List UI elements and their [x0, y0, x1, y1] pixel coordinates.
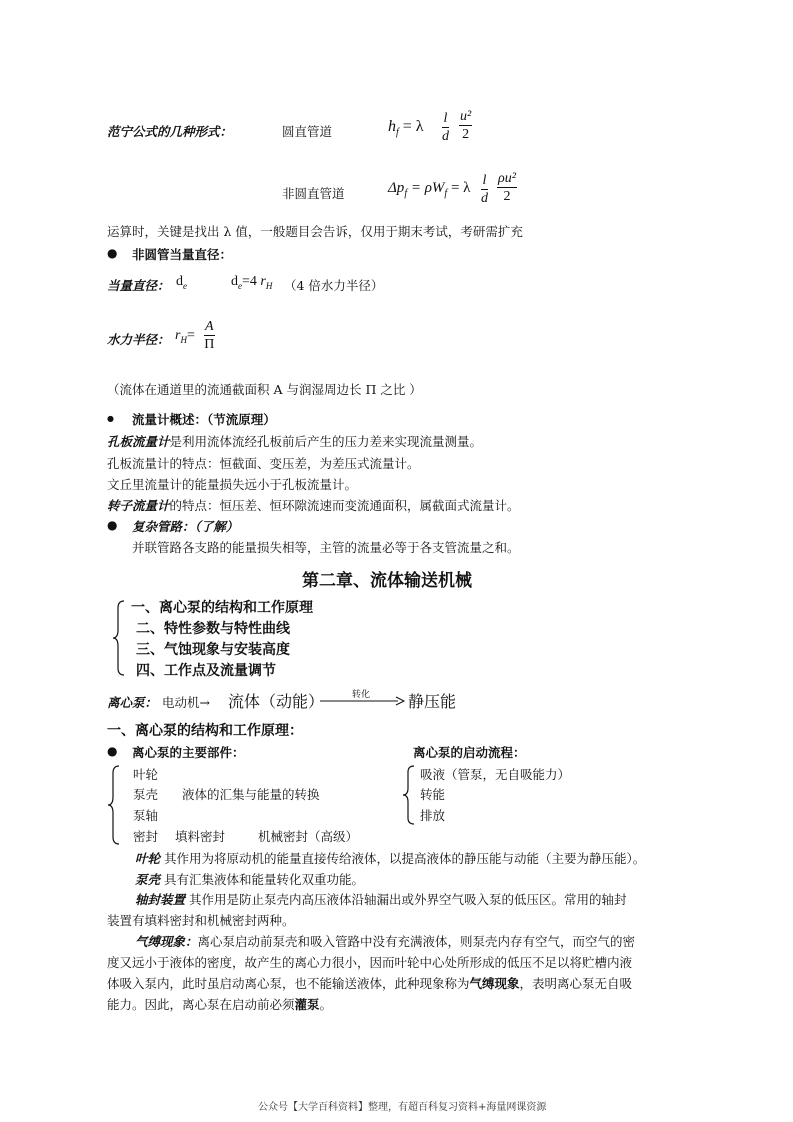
- chapter-brace: [112, 600, 126, 676]
- lambda-note: 运算时，关键是找出 λ 值，一般题目会告诉，仅用于期末考试，考研需扩充: [107, 224, 523, 239]
- part-item: 泵轴: [133, 808, 159, 823]
- start-brace: [402, 765, 416, 825]
- chapter-item: 四、工作点及流量调节: [136, 663, 276, 679]
- shell-desc: 泵壳 具有汇集液体和能量转化双重功能。: [135, 872, 364, 887]
- footer-text: 公众号【大学百科资料】整理，有超百科复习资料+海量网课资源: [258, 1102, 547, 1113]
- airbind-line2: 度又远小于液体的密度，故产生的离心力很小，因而叶轮中心处所形成的低压不足以将贮槽内液: [107, 955, 633, 970]
- flowmeter-line3: 文丘里流量计的能量损失远小于孔板流量计。: [107, 477, 358, 492]
- hydraulic-frac: $\frac{A}{\Pi}$: [204, 319, 215, 352]
- fanning-label: 范宁公式的几种形式：: [107, 124, 233, 139]
- pump-fluid: 流体（动能）: [228, 692, 325, 711]
- formula-hf: $h_f = \lambda$: [388, 118, 424, 139]
- pump-label: 离心泵：: [107, 695, 158, 710]
- chapter-item: 一、离心泵的结构和工作原理: [131, 600, 313, 616]
- equiv-title: 非圆管当量直径：: [132, 247, 233, 262]
- start-item: 转能: [420, 787, 446, 802]
- round-pipe-label: 圆直管道: [282, 124, 333, 139]
- chapter-item: 二、特性参数与特性曲线: [136, 621, 290, 637]
- parts-title: 离心泵的主要部件：: [132, 745, 245, 760]
- flowmeter-title: 流量计概述：（节流原理）: [132, 412, 276, 427]
- hydraulic-label: 水力半径：: [107, 332, 170, 347]
- long-arrow-icon: [320, 695, 406, 707]
- airbind-line3: 体吸入泵内，此时虽启动离心泵，也不能输送液体，此种现象称为气缚现象，表明离心泵无自吸: [107, 976, 633, 991]
- hydraulic-note: （流体在通道里的流通截面积 A 与润湿周边长 Π 之比 ）: [107, 382, 422, 397]
- formula-dp: $\Delta p_f = \rho W_f = \lambda$: [388, 180, 471, 199]
- start-item: 吸液（管泵，无自吸能力）: [420, 767, 571, 782]
- equiv-formula: $d_e=4$ $r_H$: [231, 274, 273, 291]
- complex-title: 复杂管路：（了解）: [132, 519, 239, 534]
- formula-dp-frac2: $\frac{\text{ρu²}}{2}$: [498, 171, 516, 204]
- equiv-note: （4 倍水力半径）: [284, 278, 384, 293]
- flowmeter-line2: 孔板流量计的特点：恒截面、变压差，为差压式流量计。: [107, 456, 420, 471]
- part-item: 泵壳: [133, 787, 159, 802]
- airbind-line4: 能力。因此，离心泵在启动前必须灌泵。: [107, 997, 333, 1012]
- pump-static: 静压能: [408, 692, 457, 711]
- start-item: 排放: [420, 808, 446, 823]
- seal-desc-line1: 轴封装置 其作用是防止泵壳内高压液体沿轴漏出或外界空气吸入泵的低压区。常用的轴封: [135, 892, 627, 907]
- section1-title: 一、离心泵的结构和工作原理：: [107, 723, 303, 739]
- nonround-pipe-label: 非圆直管道: [282, 186, 345, 201]
- chapter-title: 第二章、流体输送机械: [302, 571, 472, 591]
- equiv-symbol: $d_e$: [176, 274, 187, 291]
- formula-hf-frac2: $\frac{\text{u²}}{2}$: [460, 109, 472, 142]
- airbind-line1: 气缚现象：离心泵启动前泵壳和吸入管路中没有充满液体，则泵壳内存有空气，而空气的密: [135, 934, 636, 949]
- seal-desc-line2: 装置有填料密封和机械密封两种。: [107, 913, 295, 928]
- pump-motor: 电动机→: [162, 695, 210, 710]
- formula-hf-frac1: $\frac{l}{d}$: [442, 111, 449, 144]
- chapter-item: 三、气蚀现象与安装高度: [136, 642, 290, 658]
- seal-note1: 填料密封: [175, 829, 226, 844]
- part-item: 叶轮: [133, 767, 159, 782]
- parts-brace: [107, 765, 121, 845]
- shell-note: 液体的汇集与能量的转换: [182, 787, 320, 802]
- start-title: 离心泵的启动流程：: [413, 745, 526, 760]
- seal-note2: 机械密封（高级）: [258, 829, 359, 844]
- hydraulic-symbol: $r_H=$: [175, 328, 195, 345]
- bullet-icon: ●: [107, 744, 118, 758]
- complex-text: 并联管路各支路的能量损失相等，主管的流量必等于各支管流量之和。: [132, 540, 520, 555]
- bullet-icon: ●: [107, 414, 114, 423]
- equiv-label: 当量直径：: [107, 278, 170, 293]
- bullet-icon: ●: [107, 246, 118, 260]
- flowmeter-line4: 转子流量计的特点：恒压差、恒环隙流速而变流通面积，属截面式流量计。: [107, 498, 520, 513]
- part-item: 密封: [133, 829, 159, 844]
- flowmeter-line1: 孔板流量计是利用流体流经孔板前后产生的压力差来实现流量测量。: [107, 434, 483, 449]
- impeller-desc: 叶轮 其作用为将原动机的能量直接传给液体，以提高液体的静压能与动能（主要为静压能）。: [135, 851, 646, 866]
- formula-dp-frac1: $\frac{l}{d}$: [481, 173, 488, 206]
- bullet-icon: ●: [107, 518, 118, 532]
- arrow-label: 转化: [352, 690, 371, 700]
